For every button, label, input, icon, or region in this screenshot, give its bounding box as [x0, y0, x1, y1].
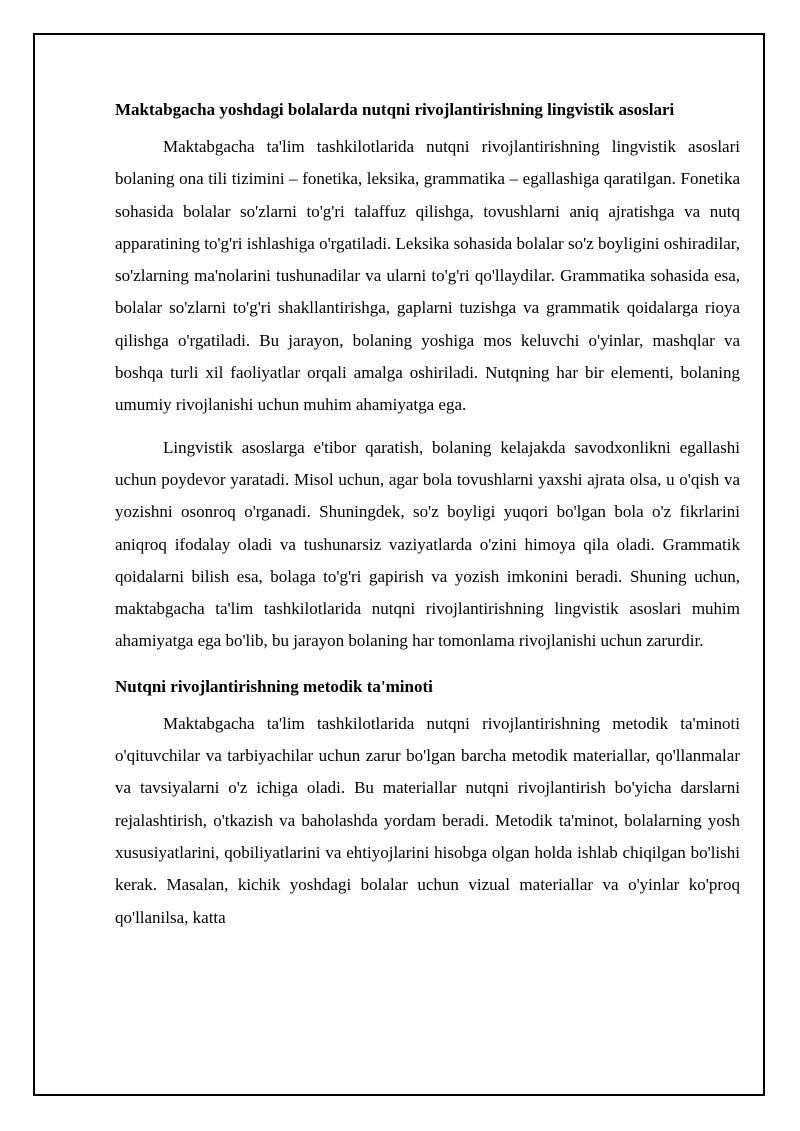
- document-body: [115, 97, 740, 944]
- section-heading-methodological-support: Nutqni rivojlantirishning metodik ta'minoti: [115, 676, 433, 696]
- section-heading-linguistic-foundations: Maktabgacha yoshdagi bolalarda nutqni rivojlantirishning lingvistik asoslari: [115, 100, 675, 119]
- paragraph-literacy-foundation: Lingvistik asoslarga e'tibor qaratish, bolaning kelajakda savodxonlikni egallashi uchun poydevor yaratadi. Misol uchun, agar bola tovushlarni yaxshi ajrata olsa, u o'qish va yozishni osonroq o'rganadi. Shuningdek, so'z boyligi yuqori bo'lgan bola o'z fikrlarini aniqroq ifodalay oladi va tushunarsiz vaziyatlarda o'zini himoya qila oladi. Grammatik qoidalarni bilish esa, bolaga to'g'ri gapirish va yozish imkonini beradi. Shuning uchun, maktabgacha ta'lim tashkilotlarida nutqni rivojlantirishning lingvistik asoslari muhim ahamiyatga ega bo'lib, bu jarayon bolaning har tomonlama rivojlanishi uchun zarurdir.: [115, 437, 740, 651]
- paragraph-linguistic-foundations: Maktabgacha ta'lim tashkilotlarida nutqni rivojlantirishning lingvistik asoslari bolaning ona tili tizimini – fonetika, leksika, grammatika – egallashiga qaratilgan. Fonetika sohasida bolalar so'zlarni to'g'ri talaffuz qilishga, tovushlarni aniq ajratishga va nutq apparatining to'g'ri ishlashiga o'rgatiladi. Leksika sohasida bolalar so'z boyligini oshiradilar, so'zlarning ma'nolarini tushunadilar va ularni to'g'ri qo'llaydilar. Grammatika sohasida esa, bolalar so'zlarni to'g'ri shakllantirishga, gaplarni tuzishga va grammatik qoidalarga rioya qilishga o'rgatiladi. Bu jarayon, bolaning yoshiga mos keluvchi o'yinlar, mashqlar va boshqa turli xil faoliyatlar orqali amalga oshiriladi. Nutqning har bir elementi, bolaning umumiy rivojlanishi uchun muhim ahamiyatga ega.: [115, 137, 740, 415]
- paragraph-methodological-support: Maktabgacha ta'lim tashkilotlarida nutqni rivojlantirishning metodik ta'minoti o'qituvchilar va tarbiyachilar uchun zarur bo'lgan barcha metodik materiallar, qo'llanmalar va tavsiyalarni o'z ichiga oladi. Bu materiallar nutqni rivojlantirish bo'yicha darslarni rejalashtirish, o'tkazish va baholashda yordam beradi. Metodik ta'minot, bolalarning yosh xususiyatlarini, qobiliyatlarini va ehtiyojlarini hisobga olgan holda ishlab chiqilgan bo'lishi kerak. Masalan, kichik yoshdagi bolalar uchun vizual materiallar va o'yinlar ko'proq qo'llanilsa, katta: [115, 713, 740, 927]
